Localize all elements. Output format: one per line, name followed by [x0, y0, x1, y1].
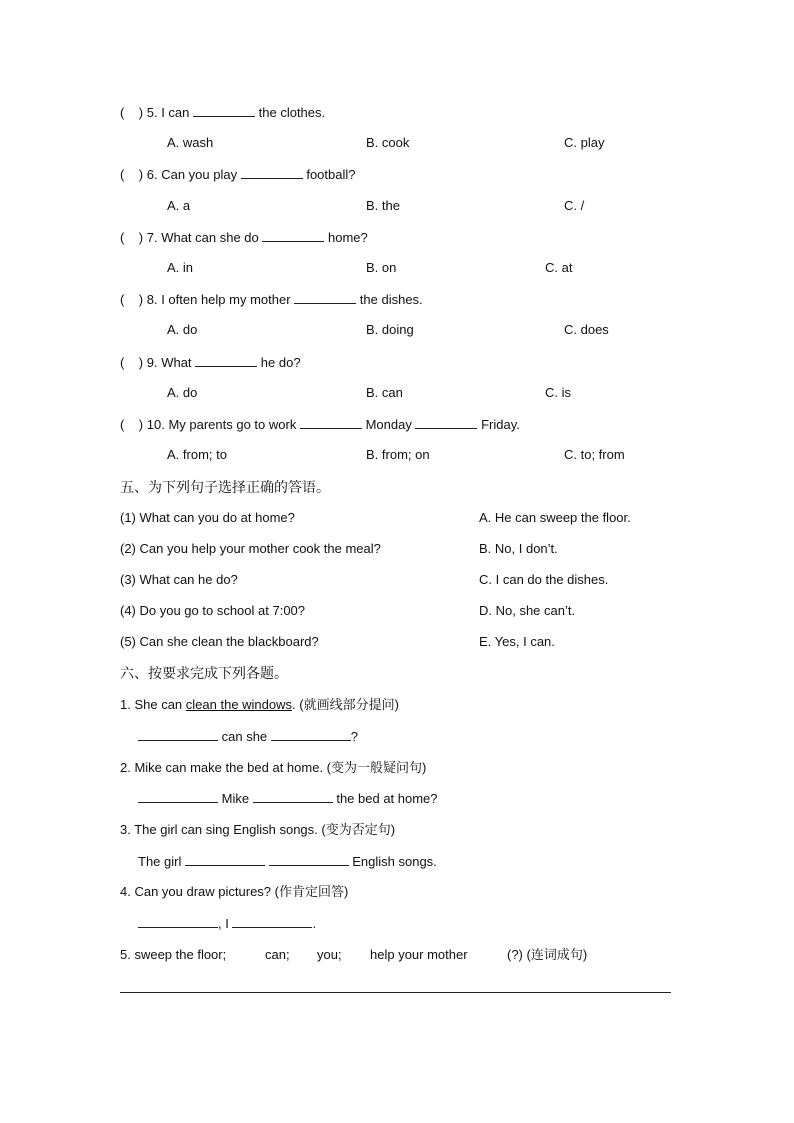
- answer-blank: [253, 790, 333, 803]
- answer-blank: [138, 728, 218, 741]
- option-c: C. to; from: [564, 447, 625, 462]
- option-a: A. from; to: [167, 447, 227, 462]
- stem-text: My parents go to work: [168, 417, 297, 432]
- option-c: C. at: [545, 260, 573, 275]
- match-question: (2) Can you help your mother cook the meal?: [120, 541, 381, 556]
- task-2-prompt: 2. Mike can make the bed at home. (变为一般疑问句): [120, 760, 427, 775]
- question-stem: [120, 166, 356, 183]
- word-chunk: 5. sweep the floor;: [120, 947, 227, 962]
- question-number: 9.: [146, 355, 158, 370]
- stem-text: home?: [328, 230, 368, 245]
- section-6-title: 六、按要求完成下列各题。: [120, 665, 288, 681]
- stem-text: What can she do: [161, 230, 259, 245]
- match-question: (4) Do you go to school at 7:00?: [120, 603, 306, 618]
- option-b: B. on: [366, 260, 397, 275]
- answer-text: Mike: [221, 791, 250, 806]
- word-chunk: can;: [265, 947, 290, 962]
- word-chunk: you;: [317, 947, 342, 962]
- answer-text: ?: [350, 729, 359, 744]
- option-c: C. /: [564, 198, 585, 213]
- option-b: B. from; on: [366, 447, 430, 462]
- question-stem: [120, 354, 301, 371]
- answer-bracket: ( ): [120, 167, 144, 182]
- task-3-prompt: 3. The girl can sing English songs. (变为否定句): [120, 822, 396, 837]
- answer-blank: [138, 915, 218, 928]
- option-b: B. can: [366, 385, 403, 400]
- question-number: 6.: [146, 167, 158, 182]
- task-4-prompt: 4. Can you draw pictures? (作肯定回答): [120, 884, 349, 899]
- answer-blank: [262, 229, 324, 242]
- answer-blank: [300, 416, 362, 429]
- match-answer: E. Yes, I can.: [479, 634, 555, 649]
- prompt-text: . (就画线部分提问): [292, 697, 399, 712]
- option-a: A. do: [167, 385, 198, 400]
- answer-blank: [271, 728, 351, 741]
- stem-text: Friday.: [481, 417, 520, 432]
- option-a: A. a: [167, 198, 191, 213]
- option-a: A. wash: [167, 135, 214, 150]
- match-answer: A. He can sweep the floor.: [479, 510, 631, 525]
- match-answer: D. No, she can’t.: [479, 603, 576, 618]
- option-a: A. do: [167, 322, 198, 337]
- stem-text: football?: [306, 167, 356, 182]
- answer-text: the bed at home?: [336, 791, 438, 806]
- task-5-answer-line: [120, 992, 671, 993]
- answer-blank: [294, 291, 356, 304]
- option-b: B. doing: [366, 322, 414, 337]
- answer-bracket: ( ): [120, 105, 144, 120]
- option-a: A. in: [167, 260, 194, 275]
- option-c: C. does: [564, 322, 609, 337]
- question-stem: [120, 416, 520, 433]
- stem-text: I often help my mother: [161, 292, 291, 307]
- task-1-prompt: [120, 697, 399, 713]
- stem-text: Can you play: [161, 167, 238, 182]
- stem-text: he do?: [260, 355, 301, 370]
- answer-text: can she: [221, 729, 268, 744]
- question-stem: [120, 104, 325, 121]
- answer-bracket: ( ): [120, 417, 144, 432]
- answer-blank: [269, 853, 349, 866]
- answer-blank: [415, 416, 477, 429]
- word-chunk: help your mother: [370, 947, 468, 962]
- question-number: 8.: [146, 292, 158, 307]
- answer-bracket: ( ): [120, 230, 144, 245]
- stem-text: the clothes.: [258, 105, 326, 120]
- answer-blank: [185, 853, 265, 866]
- question-number: 7.: [146, 230, 158, 245]
- stem-text: I can: [161, 105, 190, 120]
- answer-bracket: ( ): [120, 355, 144, 370]
- answer-blank: [195, 354, 257, 367]
- answer-text: .: [312, 916, 317, 931]
- task-3-answer-line: [138, 853, 437, 870]
- match-answer: C. I can do the dishes.: [479, 572, 609, 587]
- match-question: (3) What can he do?: [120, 572, 238, 587]
- answer-blank: [193, 104, 255, 117]
- task-1-answer-line: [138, 728, 358, 745]
- answer-blank: [241, 166, 303, 179]
- match-question: (5) Can she clean the blackboard?: [120, 634, 319, 649]
- question-number: 5.: [146, 105, 158, 120]
- option-b: B. cook: [366, 135, 410, 150]
- match-question: (1) What can you do at home?: [120, 510, 295, 525]
- answer-text: The girl: [138, 854, 182, 869]
- answer-bracket: ( ): [120, 292, 144, 307]
- answer-text: , I: [218, 916, 229, 931]
- stem-text: What: [161, 355, 192, 370]
- option-c: C. is: [545, 385, 571, 400]
- word-chunk: (?) (连词成句): [507, 947, 588, 962]
- task-2-answer-line: [138, 790, 438, 807]
- stem-text: Monday: [365, 417, 412, 432]
- answer-blank: [138, 790, 218, 803]
- underlined-phrase: clean the windows: [185, 697, 293, 712]
- option-b: B. the: [366, 198, 400, 213]
- question-number: 10.: [146, 417, 165, 432]
- prompt-text: 1. She can: [120, 697, 183, 712]
- question-stem: [120, 291, 423, 308]
- answer-text: English songs.: [352, 854, 437, 869]
- section-5-title: 五、为下列句子选择正确的答语。: [120, 479, 330, 495]
- stem-text: the dishes.: [359, 292, 423, 307]
- option-c: C. play: [564, 135, 605, 150]
- answer-blank: [232, 915, 312, 928]
- task-4-answer-line: [138, 915, 316, 932]
- match-answer: B. No, I don’t.: [479, 541, 558, 556]
- question-stem: [120, 229, 368, 246]
